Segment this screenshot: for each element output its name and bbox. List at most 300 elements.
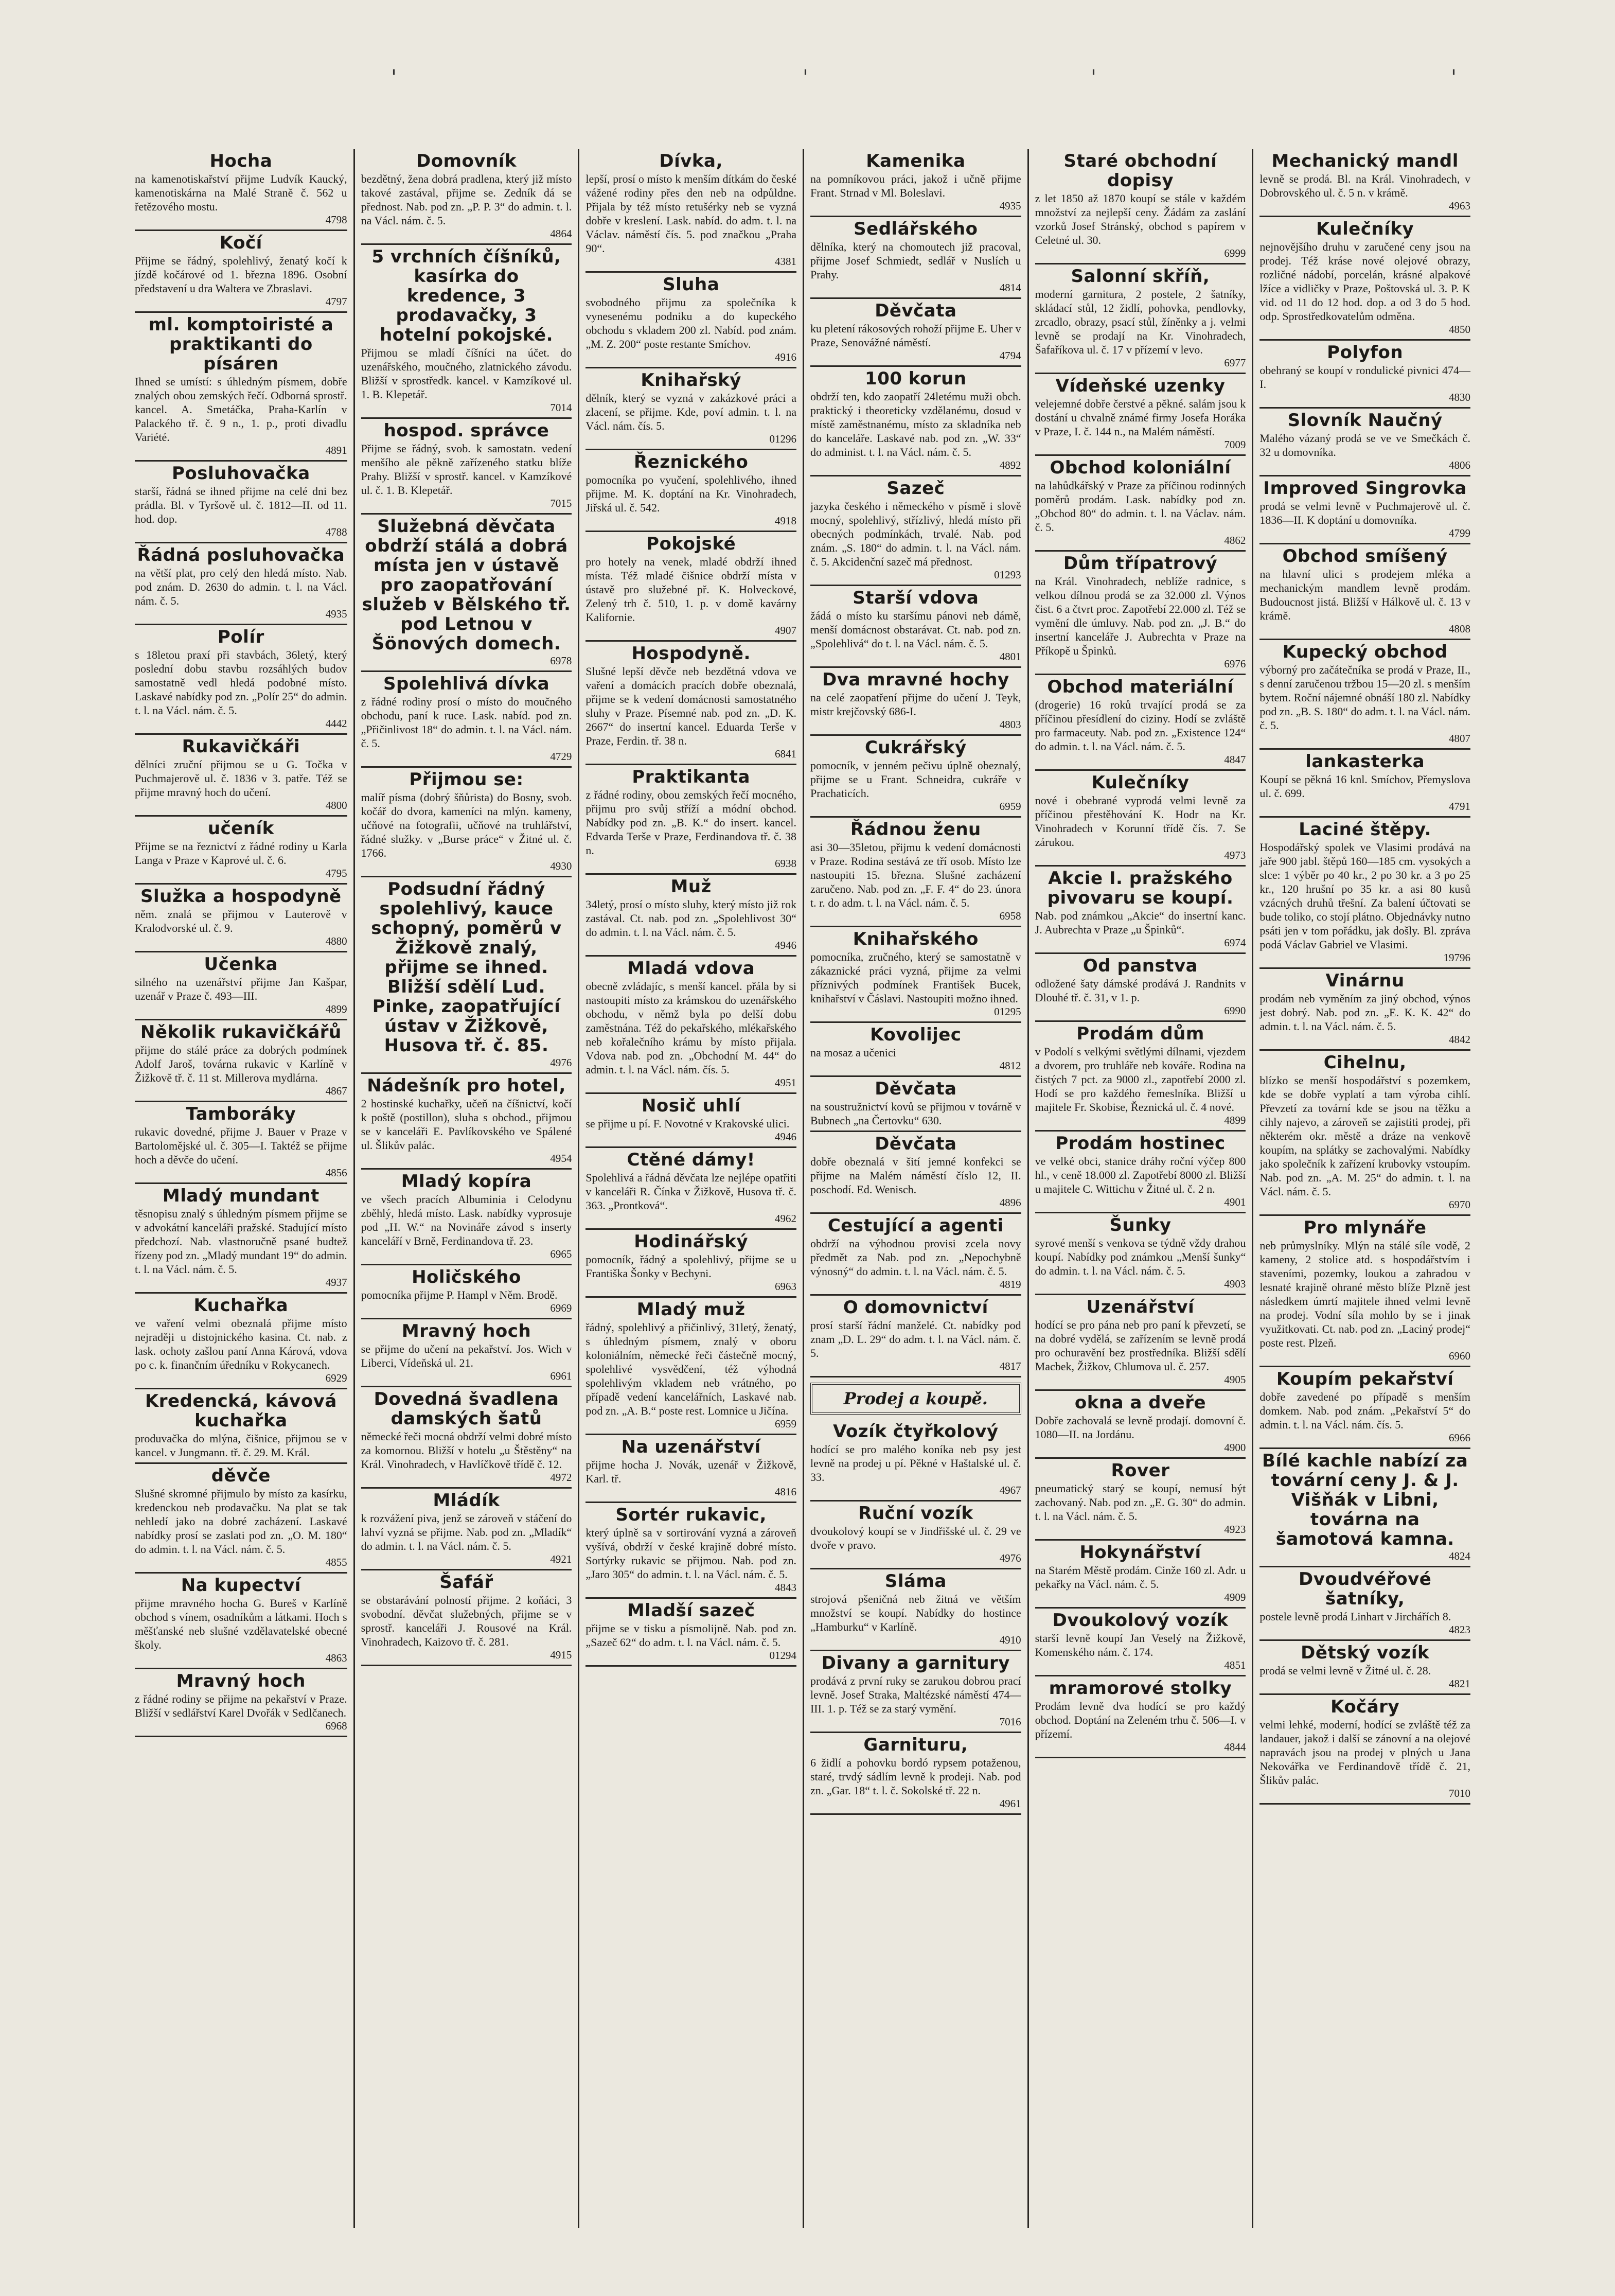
ad-title: Bílé kachle nabízí za tovární ceny J. & J. Višňák v Libni, továrna na šamotová kamna. — [1262, 1451, 1468, 1549]
classified-ad — [585, 1230, 796, 1298]
ad-title: Akcie I. pražského pivovaru se koupí. — [1047, 868, 1234, 908]
ad-title: Domovník — [416, 151, 517, 171]
ad-number: 4962 — [774, 1212, 796, 1225]
classified-ad — [1035, 867, 1246, 954]
ad-number: 4803 — [999, 718, 1021, 731]
ad-text: se obstarávání polností přijme. 2 koňáci, 3 svobodní. děvčat služebných, přijme se v sprostř. kanceláři J. Rousové na Král. Vinohradech, Kaizovo tř. č. 281. — [361, 1594, 572, 1648]
ad-text: 2 hostinské kuchařky, učeň na číšnictví, kočí k poště (postillon), sluha s obchod., přijmou se v kanceláři E. Pavlíkovského ve Spálené ul. Šlikův palác. — [361, 1097, 572, 1152]
ad-text: strojová pšeničná neb žitná ve větším množství se koupí. Nabídky do hostince „Hamburku“ v Karlíně. — [810, 1593, 1021, 1633]
classified-ad — [810, 217, 1021, 299]
ad-text: odložené šaty dámské prodává J. Randnits v Dlouhé tř. č. 31, v 1. p. — [1035, 977, 1246, 1004]
ad-text: na hlavní ulici s prodejem mléka a mechanickým mandlem levně prodám. Budoucnost jistá. Bližší v Hálkově ul. č. 13 v krámě. — [1259, 568, 1470, 622]
classified-ad — [810, 818, 1021, 927]
ad-text: blízko se menší hospodářství s pozemkem, kde se dobře vyplatí a tam výroba cihlí. Převzetí za tovární kde se jsou na těžku a cihly najevo, a zároveň se zajistiti prodej, při některém okr. městě a dráze na venkově koupím, na splátky se zachovalými. Nabídky jako společník k zařízení krubovky vstoupím. Nab. pod zn. „A. M. 25“ do admin. t. l. na Václ. nám. č. 5. — [1259, 1074, 1470, 1198]
ad-number: 4946 — [774, 939, 796, 951]
ad-text: dělníci zruční přijmou se u G. Točka v Puchmajerově ul. č. 1836 v 3. patře. Též se přijme mravný hoch do učení. — [135, 758, 347, 799]
section-heading-box: Prodej a koupě. — [810, 1383, 1021, 1415]
ad-title: Holičského — [412, 1267, 521, 1287]
classified-ad — [1259, 1216, 1470, 1367]
classified-ad — [135, 817, 347, 885]
classified-ad — [1259, 640, 1470, 750]
ad-text: prodává z první ruky se zarukou dobrou prací levně. Josef Straka, Maltézské náměstí 474—III. 1. p. Též se za starý vymění. — [810, 1674, 1021, 1715]
ad-text: dělník, který se vyzná v zakázkové práci a zlacení, se přijme. Kde, poví admin. t. l. na Václ. nám. čís. 5. — [585, 392, 796, 432]
ad-title: Dvoudvéřové šatníky, — [1298, 1569, 1432, 1609]
ad-text: ve vaření velmi obeznalá přijme místo nejraději u distojnického kasina. Ct. nab. z lask. ochoty zašlou paní Anna Kárová, vdova po c. k. finančním úředníku v Rokycanech. — [135, 1317, 347, 1371]
ad-text: lepší, prosí o místo k menším dítkám do české vážené rodiny přes den neb na odpůldne. Přijala by též místo retušérky neb se vyzná dobře v kreslení. Lask. nabíd. do adm. t. l. na Václav. náměstí čís. 5. pod značkou „Praha 90“. — [585, 172, 796, 255]
classified-ad — [1259, 476, 1470, 544]
ad-text: ve velké obci, stanice dráhy roční výčep 800 hl., v ceně 18.000 zl. Zapotřebí 8000 zl. Bližší u majitele C. Wittichu v Žitné ul. č. 2 n. — [1035, 1155, 1246, 1195]
ad-title: Služebná děvčata obdrží stálá a dobrá místa jen v ústavě pro zaopatřování služeb v Bělského tř. pod Letnou v Šönových domech. — [362, 516, 571, 654]
classified-ad — [1035, 1541, 1246, 1609]
ad-title: ml. komptoiristé a praktikanti do písáren — [148, 314, 334, 374]
ad-number: 7010 — [1448, 1787, 1470, 1799]
ad-title: Dvoukolový vozík — [1052, 1610, 1229, 1631]
page-mark: ' — [1091, 66, 1096, 90]
ad-title: Sazeč — [886, 478, 945, 499]
ad-text: něm. znalá se přijmou v Lauterově v Kralodvorské ul. č. 9. — [135, 908, 347, 934]
ad-text: postele levně prodá Linhart v Jirchářích 8. — [1259, 1610, 1451, 1623]
ad-text: na lahůdkářský v Praze za příčinou rodinných poměrů prodám. Lask. nabídky pod zn. „Obchod 80“ do admin. t. l. na Václav. nám. č. 5. — [1035, 479, 1246, 534]
ad-number: 19796 — [1443, 951, 1470, 964]
ad-text: pomocníka, zručného, který se samostatně v zákaznické práci vyzná, přijme za velmi příznivých podmínek František Bucek, knihařství v Čáslavi. Nastoupiti možno ihned. — [810, 950, 1021, 1005]
ad-number: 4916 — [774, 351, 796, 363]
ad-title: Kulečníky — [1316, 219, 1414, 239]
ad-text: z řádné rodiny prosí o místo do moučného obchodu, paní k ruce. Lask. nabíd. pod zn. „Přičinlivost 18“ do admin. t. l. na Václ. nám. č. 5. — [361, 695, 572, 750]
ad-number: 6965 — [550, 1248, 572, 1260]
ad-title: Řádná posluhovačka — [137, 545, 345, 566]
ad-number: 4899 — [1224, 1114, 1246, 1126]
classified-column — [1027, 149, 1252, 2228]
ad-number: 01293 — [994, 569, 1021, 581]
classified-ad — [1035, 1391, 1246, 1459]
classified-ad — [1035, 1676, 1246, 1758]
ad-title: Cihelnu, — [1323, 1052, 1407, 1073]
ad-title: Nosič uhlí — [641, 1096, 741, 1116]
classified-ad — [361, 1074, 572, 1170]
ad-number: 4729 — [550, 750, 572, 763]
ad-text: Spolehlivá a řádná děvčata lze nejlépe opatřiti v kanceláři R. Čínka v Žižkově, Husova tř. č. 363. „Prontková“. — [585, 1171, 796, 1212]
ad-title: Sortér rukavic, — [615, 1505, 767, 1525]
ad-number: 6974 — [1224, 937, 1246, 949]
ad-number: 6999 — [1224, 247, 1246, 259]
ad-text: velmi lehké, moderní, hodící se zvláště též za landauer, jakož i další se zánovní a na olejové napravách jsou na prodej v plných u Jana Nekovářka ve Ferdinandově třídě č. 21, Šlikův palác. — [1259, 1718, 1470, 1787]
ad-text: 6 židlí a pohovku bordó rypsem potaženou, staré, trvdý sádlím levně k prodeji. Nab. pod zn. „Gar. 18“ t. l. č. Sokolské tř. 22 n. — [810, 1756, 1021, 1797]
classified-ad — [810, 299, 1021, 367]
classified-ad — [1035, 264, 1246, 374]
classified-ad — [1259, 1567, 1470, 1641]
ad-text: pomocníka přijme P. Hampl v Něm. Brodě. — [361, 1288, 558, 1301]
ad-title: Mravný hoch — [401, 1321, 531, 1341]
ad-title: Sláma — [884, 1571, 947, 1592]
ad-title: Sedlářského — [854, 219, 978, 239]
ad-number: 7016 — [999, 1716, 1021, 1728]
ad-text: který úplně sa v sortirování vyzná a zároveň vyšívá, obdrží v české krajině dobré místo. Sortýrky rukavic se přijmou. Nab. pod zn. „Jaro 305“ do admin. t. l. na Václ. nám. č. 5. — [585, 1526, 796, 1581]
ad-number: 4842 — [1448, 1033, 1470, 1046]
ad-text: výborný pro začátečníka se prodá v Praze, II., s denní zaručenou tržbou 15—20 zl. s menším bytem. Roční nájemné obnáší 180 zl. Nabídky pod zn. „B. S. 180“ do adm. t. l. na Václ. nám. č. 5. — [1259, 663, 1470, 732]
ad-text: přijme se v tisku a písmolijně. Nab. pod zn. „Sazeč 62“ do adm. t. l. na Václ. nám. č. 5. — [585, 1622, 796, 1649]
ad-text: se přijme do učení na pekařství. Jos. Wich v Liberci, Vídeňská ul. 21. — [361, 1343, 572, 1369]
ad-title: Dětský vozík — [1301, 1642, 1430, 1663]
classified-ad — [1035, 1213, 1246, 1295]
ad-text: svobodného přijmu za společníka k vynesenému podniku a do kupeckého obchodu s vkladem 200 zl. Nabíd. pod znám. „M. Z. 200“ poste restante Smíchov. — [585, 296, 796, 350]
classified-ad — [361, 149, 572, 245]
ad-number: 4918 — [774, 515, 796, 527]
ad-title: Mladší sazeč — [627, 1600, 755, 1621]
classified-ad — [135, 952, 347, 1020]
ad-title: Děvčata — [875, 1079, 957, 1099]
classified-ad — [361, 1170, 572, 1265]
ad-text: přijme hocha J. Novák, uzenář v Žižkově, Karl. tř. — [585, 1458, 796, 1485]
classified-ad — [361, 245, 572, 419]
ad-number: 4864 — [550, 227, 572, 240]
ad-title: Kamenika — [866, 151, 966, 171]
ad-title: Vozík čtyřkolový — [833, 1421, 999, 1442]
classified-ad — [1259, 1695, 1470, 1805]
ad-text: prodá se velmi levně v Puchmajerově ul. č. 1836—II. K doptání u domovníka. — [1259, 500, 1470, 526]
classified-ad — [810, 1296, 1021, 1377]
ad-number: 4791 — [1448, 800, 1470, 813]
ad-number: 4976 — [550, 1056, 572, 1069]
ad-title: Knihařského — [853, 929, 979, 949]
ad-number: 4801 — [999, 650, 1021, 663]
ad-text: na kamenotiskařství přijme Ludvík Kaucký, kamenotiskárna na Malé Straně č. 562 u řetězového mostu. — [135, 172, 347, 213]
ad-text: Přijme se řádný, svob. k samostatn. vedení menšího ale pěkně zařízeného statku blíže Prahy. Bližší v sprostř. kancel. v Kamzíkové ul. č. 1. B. Klepetář. — [361, 442, 572, 497]
ad-text: těsnopisu znalý s úhledným písmem přijme se v advokátní kanceláři pražské. Stadující místo předchozí. Nab. vlastnoručně psané budtež řízeny pod zn. „Mladý mundant 19“ do admin. t. l. na Václ. nám. č. 5. — [135, 1207, 347, 1276]
ad-text: Ihned se umístí: s úhledným písmem, dobře znalých obou zemských řečí. Odborná sprostř. kancel. A. Smetáčka, Praha-Karlín v Palackého tř. č. 9 n., 1. p., proti divadlu Variété. — [135, 375, 347, 444]
ad-text: obehraný se koupí v rondulické pivnici 474—I. — [1259, 364, 1470, 391]
ad-text: prodá se velmi levně v Žitné ul. č. 28. — [1259, 1664, 1431, 1677]
ad-number: 4909 — [1224, 1591, 1246, 1603]
classified-ad — [135, 1389, 347, 1464]
ad-text: hodící se pro pána neb pro paní k převzetí, se na dobré vydělá, se zařízením se levně prodá pro ochuravění bez prostředníka. Bližší sdělí Macbek, Žižkov, Chlumova ul. č. 257. — [1035, 1318, 1246, 1373]
ad-number: 6959 — [999, 800, 1021, 813]
classified-ad — [1259, 1051, 1470, 1216]
ad-title: Staré obchodní dopisy — [1063, 151, 1217, 191]
ad-title: Hokynářství — [1079, 1542, 1201, 1563]
ad-number: 4808 — [1448, 623, 1470, 635]
ad-title: Obchod smíšený — [1282, 546, 1448, 567]
ad-title: Mladý mundant — [162, 1186, 320, 1206]
ad-title: Improved Singrovka — [1263, 478, 1467, 499]
classified-ad — [361, 877, 572, 1074]
ad-title: Slovník Naučný — [1287, 410, 1443, 431]
ad-text: dvoukolový koupí se v Jindřišské ul. č. 29 ve dvoře v pravo. — [810, 1525, 1021, 1551]
ad-text: dobře zavedené po případě s menším domkem. Nab. pod znám. „Pekařství 5“ do admin. t. l. na Václ. nám. čís. 5. — [1259, 1390, 1470, 1431]
classified-column — [803, 149, 1027, 2228]
ad-number: 4814 — [999, 281, 1021, 294]
classified-ad — [135, 1184, 347, 1294]
classified-ad — [135, 462, 347, 543]
ad-title: Prodám dům — [1076, 1023, 1204, 1044]
ad-title: Posluhovačka — [171, 463, 310, 484]
classified-ad — [810, 1077, 1021, 1132]
classified-ad — [810, 927, 1021, 1023]
classified-ad — [1259, 1449, 1470, 1567]
ad-title: Několik rukavičkářů — [140, 1022, 342, 1043]
classified-ad — [810, 1132, 1021, 1214]
ad-text: obecně zvládajíc, s menší kancel. přála by si nastoupiti místo za krámskou do uzenářského obchodu, v němž byla po delší dobu zaměstnána. Též do pekařského, mlékařského neb kořalečního krámu by místo přijala. Vdova nab. pod zn. „Obchodní M. 44“ do admin. t. l. na Václ. nám. čís. 5. — [585, 980, 796, 1076]
classified-ad — [585, 875, 796, 957]
ad-text: žádá o místo ku staršímu pánovi neb dámě, menší domácnost obstarávat. Ct. nab. pod zn. „Spolehlivá“ do t. l. na Václ. nám. č. 5. — [810, 609, 1021, 650]
ad-number: 4921 — [550, 1553, 572, 1565]
ad-text: z řádné rodiny, obou zemských řečí mocného, přijmu pro svůj stříží a módní obchod. Nabídky pod zn. „B. K.“ do insert. kancel. Edvarda Terše v Praze, Ferdinandova tř. č. 38 n. — [585, 788, 796, 857]
ad-number: 4976 — [999, 1552, 1021, 1564]
ad-title: Tamboráky — [186, 1104, 296, 1124]
classified-ad — [585, 1148, 796, 1230]
classified-ad — [585, 273, 796, 368]
ad-title: Obchod materiální — [1047, 677, 1234, 697]
ad-title: děvče — [211, 1465, 271, 1486]
classified-ad — [585, 1298, 796, 1435]
ad-title: Cestující a agenti — [827, 1215, 1004, 1236]
ad-text: Slušné lepší děvče neb bezdětná vdova ve vaření a domácích pracích dobře obeznalá, přijme se k vedení domácnosti samostatného sluhy v Praze. Písemné nab. pod zn. „D. K. 2667“ do insertní kancel. Eduarda Terše v Praze, Ferdin. tř. 38 n. — [585, 665, 796, 747]
classified-ad — [1035, 954, 1246, 1022]
ad-text: hodící se pro malého koníka neb psy jest levně na prodej u pí. Pěkné v Haštalské ul. č. 33. — [810, 1443, 1021, 1483]
ad-number: 4824 — [1448, 1550, 1470, 1562]
ad-title: Děvčata — [875, 301, 957, 321]
classified-ad — [1259, 217, 1470, 341]
classified-ad — [135, 149, 347, 231]
ad-text: nové i obebrané vyprodá velmi levně za příčinou přestěhování K. Hodr na Kr. Vinohradech v Korunní třídě čís. 7. Se zárukou. — [1035, 794, 1246, 849]
classified-ad — [135, 1574, 347, 1669]
ad-title: 100 korun — [865, 368, 967, 389]
ad-number: 4862 — [1224, 534, 1246, 546]
ad-title: Přijmou se: — [409, 769, 524, 790]
classified-ad — [361, 1265, 572, 1319]
ad-text: řádný, spolehlivý a přičinlivý, 31letý, ženatý, s úhledným písmem, znalý v oboru koloniálním, německé řeči částečně mocný, spolehlivé vysvědčení, též výhodná spolehlivým vkladem neb vrátného, po případě vedení kancelářních, Laskavé nab. pod zn. „A. B.“ poste rest. Lomnice u Jičína. — [585, 1321, 796, 1417]
ad-number: 6968 — [325, 1720, 347, 1732]
ad-title: Laciné štěpy. — [1299, 819, 1432, 840]
ad-title: Na kupectví — [181, 1575, 301, 1596]
ad-text: pomocník, v jenném pečivu úplně obeznalý, přijme se u Frant. Schneidra, cukráře v Prachaticích. — [810, 759, 1021, 800]
classified-ad — [1259, 544, 1470, 640]
ad-number: 01295 — [994, 1005, 1021, 1018]
ad-title: Muž — [670, 876, 712, 897]
ad-number: 4961 — [999, 1797, 1021, 1810]
classified-ad — [810, 1023, 1021, 1077]
ad-title: Kupecký obchod — [1282, 642, 1448, 662]
ad-text: neb průmyslníky. Mlýn na stálé síle vodě, 2 kameny, 2 stolice atd. s hospodářstvím i staveními, pozemky, loukou a zahradou v lesnaté krajině ohrané město blíže Plzně jest následkem úmrtí majitele ihned velmi levně na prodej. Vodní síla mohlo by se i jinak využitkovati. Ct. nab. pod zn. „Laciný prodej“ poste rest. Plzeň. — [1259, 1239, 1470, 1349]
classified-ad — [810, 476, 1021, 586]
ad-title: Mládík — [433, 1490, 500, 1511]
classified-ad — [135, 735, 347, 817]
ad-number: 6978 — [550, 655, 572, 667]
ad-title: učeník — [207, 818, 274, 839]
ad-text: velejemné dobře čerstvé a pěkné. salám jsou k dostání u chvalně známé firmy Josefa Horáka v Praze, I. č. 144 n., na Malém náměstí. — [1035, 397, 1246, 438]
ad-title: 5 vrchních číšníků, kasírka do kredence, 3 prodavačky, 3 hotelní pokojské. — [371, 246, 561, 345]
ad-text: pomocníka po vyučení, spolehlivého, ihned přijme. M. K. doptání na Kr. Vinohradech, Jiřská ul. č. 542. — [585, 473, 796, 514]
ad-title: Kočí — [219, 233, 262, 253]
ad-number: 4851 — [1224, 1659, 1246, 1671]
ad-number: 4795 — [325, 867, 347, 879]
classified-ad — [1035, 1459, 1246, 1541]
ad-number: 4819 — [999, 1278, 1021, 1291]
classified-ad — [585, 149, 796, 273]
ad-number: 4843 — [774, 1581, 796, 1594]
ad-title: Obchod koloniální — [1050, 457, 1231, 478]
ad-number: 4844 — [1224, 1741, 1246, 1753]
ad-number: 4899 — [325, 1003, 347, 1015]
classified-ad — [585, 450, 796, 532]
classified-ad — [1035, 1295, 1246, 1391]
ad-number: 4807 — [1448, 732, 1470, 745]
ad-number: 4973 — [1224, 849, 1246, 861]
classified-ad — [585, 642, 796, 765]
ad-number: 4972 — [550, 1471, 572, 1483]
page-top-marks — [0, 66, 1615, 97]
ad-text: z let 1850 až 1870 koupí se stále v každém množství za nejlepší ceny. Žádám za zaslání vzorků Josef Stránský, obchod s papírem v Celetné ul. 30. — [1035, 192, 1246, 246]
ad-number: 6990 — [1224, 1004, 1246, 1017]
page-mark: ' — [391, 66, 397, 90]
ad-number: 4806 — [1448, 459, 1470, 471]
ad-number: 4892 — [999, 459, 1021, 471]
ad-text: malíř písma (dobrý šňůrista) do Bosny, svob. kočář do dvora, kameníci na mlýn. kameny, učňové na fotografii, učňové na truhlářství, řádné služky. v „Burse práce“ v Žitné ul. č. 1766. — [361, 791, 572, 859]
ad-title: Sluha — [663, 274, 720, 295]
ad-title: Ctěné dámy! — [627, 1150, 755, 1170]
ad-text: Přijme se řádný, spolehlivý, ženatý kočí k jízdě kočárové od 1. března 1896. Osobní představení u dra Waltera ve Zbraslavi. — [135, 254, 347, 295]
classified-ad — [1035, 1132, 1246, 1213]
classified-column — [129, 149, 353, 2228]
ad-title: Garnituru, — [863, 1735, 968, 1755]
ad-title: Kulečníky — [1091, 772, 1190, 793]
classified-ad — [810, 586, 1021, 668]
ad-title: O domovnictví — [843, 1297, 988, 1318]
ad-number: 4856 — [325, 1167, 347, 1179]
classified-ad — [1035, 1609, 1246, 1676]
ad-number: 4901 — [1224, 1196, 1246, 1208]
ad-number: 4788 — [325, 526, 347, 538]
ad-number: 4915 — [550, 1649, 572, 1661]
ad-number: 4794 — [999, 349, 1021, 362]
ad-title: Rover — [1111, 1460, 1170, 1481]
ad-number: 6963 — [774, 1280, 796, 1293]
ad-number: 6929 — [325, 1372, 347, 1384]
ad-title: Mladá vdova — [627, 958, 755, 979]
ad-number: 4923 — [1224, 1523, 1246, 1535]
ad-title: Spolehlivá dívka — [383, 674, 550, 694]
ad-text: obdrží na výhodnou provisi zcela novy předmět za Nab. pod zn. „Nepochybně výnosný“ do admin. t. l. na Václ. nám. č. 5. — [810, 1237, 1021, 1278]
classified-ad — [361, 419, 572, 515]
classified-ad — [810, 736, 1021, 818]
ad-number: 6969 — [550, 1302, 572, 1314]
ad-title: Kovolijec — [870, 1025, 962, 1045]
ad-text: prodám neb vyměním za jiný obchod, výnos jest dobrý. Nab. pod zn. „E. K. K. 42“ do admin. t. l. na Václ. nám. č. 5. — [1259, 992, 1470, 1033]
ad-title: Knihařský — [641, 370, 741, 391]
ad-text: na Král. Vinohradech, neblíže radnice, s velkou dílnou prodá se za 32.000 zl. Výnos čist. 6 a čtvrt proc. Zapotřebí 22.000 zl. Též se vymění dle úmluvy. Nab. pod zn. „J. B.“ do insertní kanceláře J. Aubrechta v Praze na Příkopě u Špinků. — [1035, 575, 1246, 657]
ad-title: Starší vdova — [853, 588, 979, 608]
classified-ad — [135, 1464, 347, 1574]
ad-number: 4798 — [325, 214, 347, 226]
ad-number: 6970 — [1448, 1198, 1470, 1211]
ad-title: Divany a garnitury — [821, 1653, 1010, 1673]
ad-number: 4867 — [325, 1085, 347, 1097]
classified-ad — [135, 885, 347, 952]
ad-text: na soustružnictví kovů se přijmou v továrně v Bubnech „na Čertovku“ 630. — [810, 1100, 1021, 1127]
ad-title: Cukrářský — [864, 737, 967, 758]
classified-ad — [361, 1387, 572, 1489]
classified-ad — [135, 1294, 347, 1389]
ad-number: 4797 — [325, 295, 347, 308]
ad-title: hospod. správce — [383, 420, 549, 441]
ad-number: 4816 — [774, 1486, 796, 1498]
ad-text: přijme do stálé práce za dobrých podmínek Adolf Jaroš, továrna rukavic v Karlíně v Žižkově tř. č. 11 st. Millerova mydlárna. — [135, 1044, 347, 1084]
ad-number: 6961 — [550, 1370, 572, 1382]
ad-text: Malého vázaný prodá se ve ve Smečkách č. 32 u domovníka. — [1259, 432, 1470, 458]
ad-title: Řádnou ženu — [850, 819, 981, 840]
ad-number: 01296 — [769, 433, 796, 445]
ad-title: Nádešník pro hotel, — [367, 1075, 566, 1096]
classified-ad — [585, 368, 796, 450]
ad-title: Od panstva — [1082, 956, 1198, 976]
page-mark: ' — [803, 66, 808, 90]
ad-title: Dívka, — [659, 151, 723, 171]
ad-text: Hospodářský spolek ve Vlasimi prodává na jaře 900 jabl. štěpů 160—185 cm. vysokých a slce: 1 výběr po 40 kr., 2 po 30 kr. a 3 po 25 kr., 120 hrušní po 35 kr. a asi 80 kusů vzácných druhů třešní. Za balení účtovati se bude toliko, co stojí plátno. Objednávky nutno psáti jen v tom pořádku, jak došly. Bl. zpráva podá Václav Gabriel ve Vlasimi. — [1259, 841, 1470, 951]
ad-text: nejnovějšího druhu v zaručené ceny jsou na prodej. Též kráse nové olejové obrazy, rozličné nádobí, porcelán, krásné alpakové lžíce a vidličky v Praze, Poštovská ul. 3. P. K vid. od 11 do 12 hod. dop. a od 3 do 5 hod. odp. Sprostředkovatelům odměna. — [1259, 240, 1470, 323]
ad-text: se přijme u pí. F. Novotné v Krakovské ulici. — [585, 1117, 790, 1130]
ad-text: Koupí se pěkná 16 knl. Smíchov, Přemyslova ul. č. 699. — [1259, 773, 1470, 800]
ad-number: 01294 — [769, 1649, 796, 1662]
ad-title: Služka a hospodyně — [140, 886, 342, 907]
ad-title: Pro mlynáře — [1303, 1217, 1427, 1238]
classified-column — [353, 149, 578, 2228]
ad-title: Polír — [217, 627, 264, 647]
ad-title: Řeznického — [633, 452, 749, 472]
ad-text: prosí starší řádní manželé. Ct. nabídky pod znam „D. L. 29“ do adm. t. l. na Václ. nám. č. 5. — [810, 1319, 1021, 1359]
ad-text: rukavic dovedné, přijme J. Bauer v Praze v Bartolomějské ul. č. 305—I. Taktéž se přijme hoch a děvče do učení. — [135, 1125, 347, 1166]
classified-ad — [135, 313, 347, 462]
ad-title: Hodinářský — [634, 1231, 749, 1252]
ad-text: na pomníkovou práci, jakož i učně přijme Frant. Strnad v Ml. Boleslavi. — [810, 172, 1021, 199]
ad-number: 4951 — [774, 1076, 796, 1089]
classified-ad — [361, 1570, 572, 1666]
ad-number: 4823 — [1448, 1623, 1470, 1636]
ad-text: bezdětný, žena dobrá pradlena, který již místo takové zastával, přijme se. Zedník dá se přednost. Nab. pod zn. „P. P. 3“ do admin. t. l. na Václ. nám. č. 5. — [361, 172, 572, 227]
ad-text: Přijme se na řeznictví z řádné rodiny u Karla Langa v Praze v Kaprové ul. č. 6. — [135, 840, 347, 867]
ad-number: 4935 — [999, 200, 1021, 212]
classified-columns — [129, 149, 1477, 2228]
ad-number: 4799 — [1448, 527, 1470, 539]
classified-ad — [1035, 374, 1246, 456]
ad-text: Přijmou se mladí číšníci na účet. do uzenářského, moučného, zlatnického závodu. Bližší v sprostředk. kancel. v Kamzíkové ul. 1. B. Klepetář. — [361, 346, 572, 401]
classified-ad — [810, 1214, 1021, 1296]
classified-ad — [135, 231, 347, 313]
classified-ad — [1035, 771, 1246, 867]
ad-text: s 18letou praxí při stavbách, 36letý, který poslední dobu stavbu rozsáhlých budov samostatně vedl hledá podobné místo. Laskavé nabídky pod zn. „Polír 25“ do admin. t. l. na Václ. nám. č. 5. — [135, 648, 347, 717]
ad-number: 4891 — [325, 444, 347, 456]
ad-text: na Starém Městě prodám. Cinže 160 zl. Adr. u pekařky na Václ. nám. č. 5. — [1035, 1564, 1246, 1591]
ad-title: lankasterka — [1305, 751, 1425, 772]
ad-number: 6977 — [1224, 357, 1246, 369]
ad-text: (drogerie) 16 roků trvající prodá se za příčinou přesídlení do ciziny. Hodí se zvláště pro farmaceuty. Nab. pod zn. „Existence 124“ do admin. t. l. na Václ. nám. č. 5. — [1035, 698, 1246, 753]
ad-title: Podsudní řádný spolehlivý, kauce schopný, poměrů v Žižkově znalý, přijme se ihned. Bližší sdělí Lud. Pinke, zaopatřující ústav v Žižkově, Husova tř. č. 85. — [371, 879, 562, 1056]
ad-text: moderní garnitura, 2 postele, 2 šatníky, skládací stůl, 12 židlí, pohovka, pendlovky, zrcadlo, obrazy, psací stůl, žíněnky a j. velmi levně se prodají na Kr. Vinohradech, Šafaříkova ul. č. 17 v přízemí v levo. — [1035, 288, 1246, 356]
ad-number: 4930 — [550, 860, 572, 872]
classified-ad — [810, 149, 1021, 217]
ad-text: dělníka, který na chomoutech již pracoval, přijme Josef Schmiedt, sedlář v Nuslích u Prahy. — [810, 240, 1021, 281]
ad-number: 4442 — [325, 717, 347, 730]
ad-title: Dům třípatrový — [1063, 553, 1218, 574]
ad-number: 4935 — [325, 608, 347, 620]
classified-ad — [135, 1102, 347, 1184]
classified-ad — [810, 1502, 1021, 1569]
ad-number: 4907 — [774, 624, 796, 637]
classified-column — [578, 149, 803, 2228]
ad-number: 6960 — [1448, 1350, 1470, 1362]
ad-number: 4905 — [1224, 1373, 1246, 1386]
ad-title: Kuchařka — [193, 1295, 289, 1316]
classified-ad — [585, 957, 796, 1094]
ad-title: Pokojské — [646, 534, 736, 554]
